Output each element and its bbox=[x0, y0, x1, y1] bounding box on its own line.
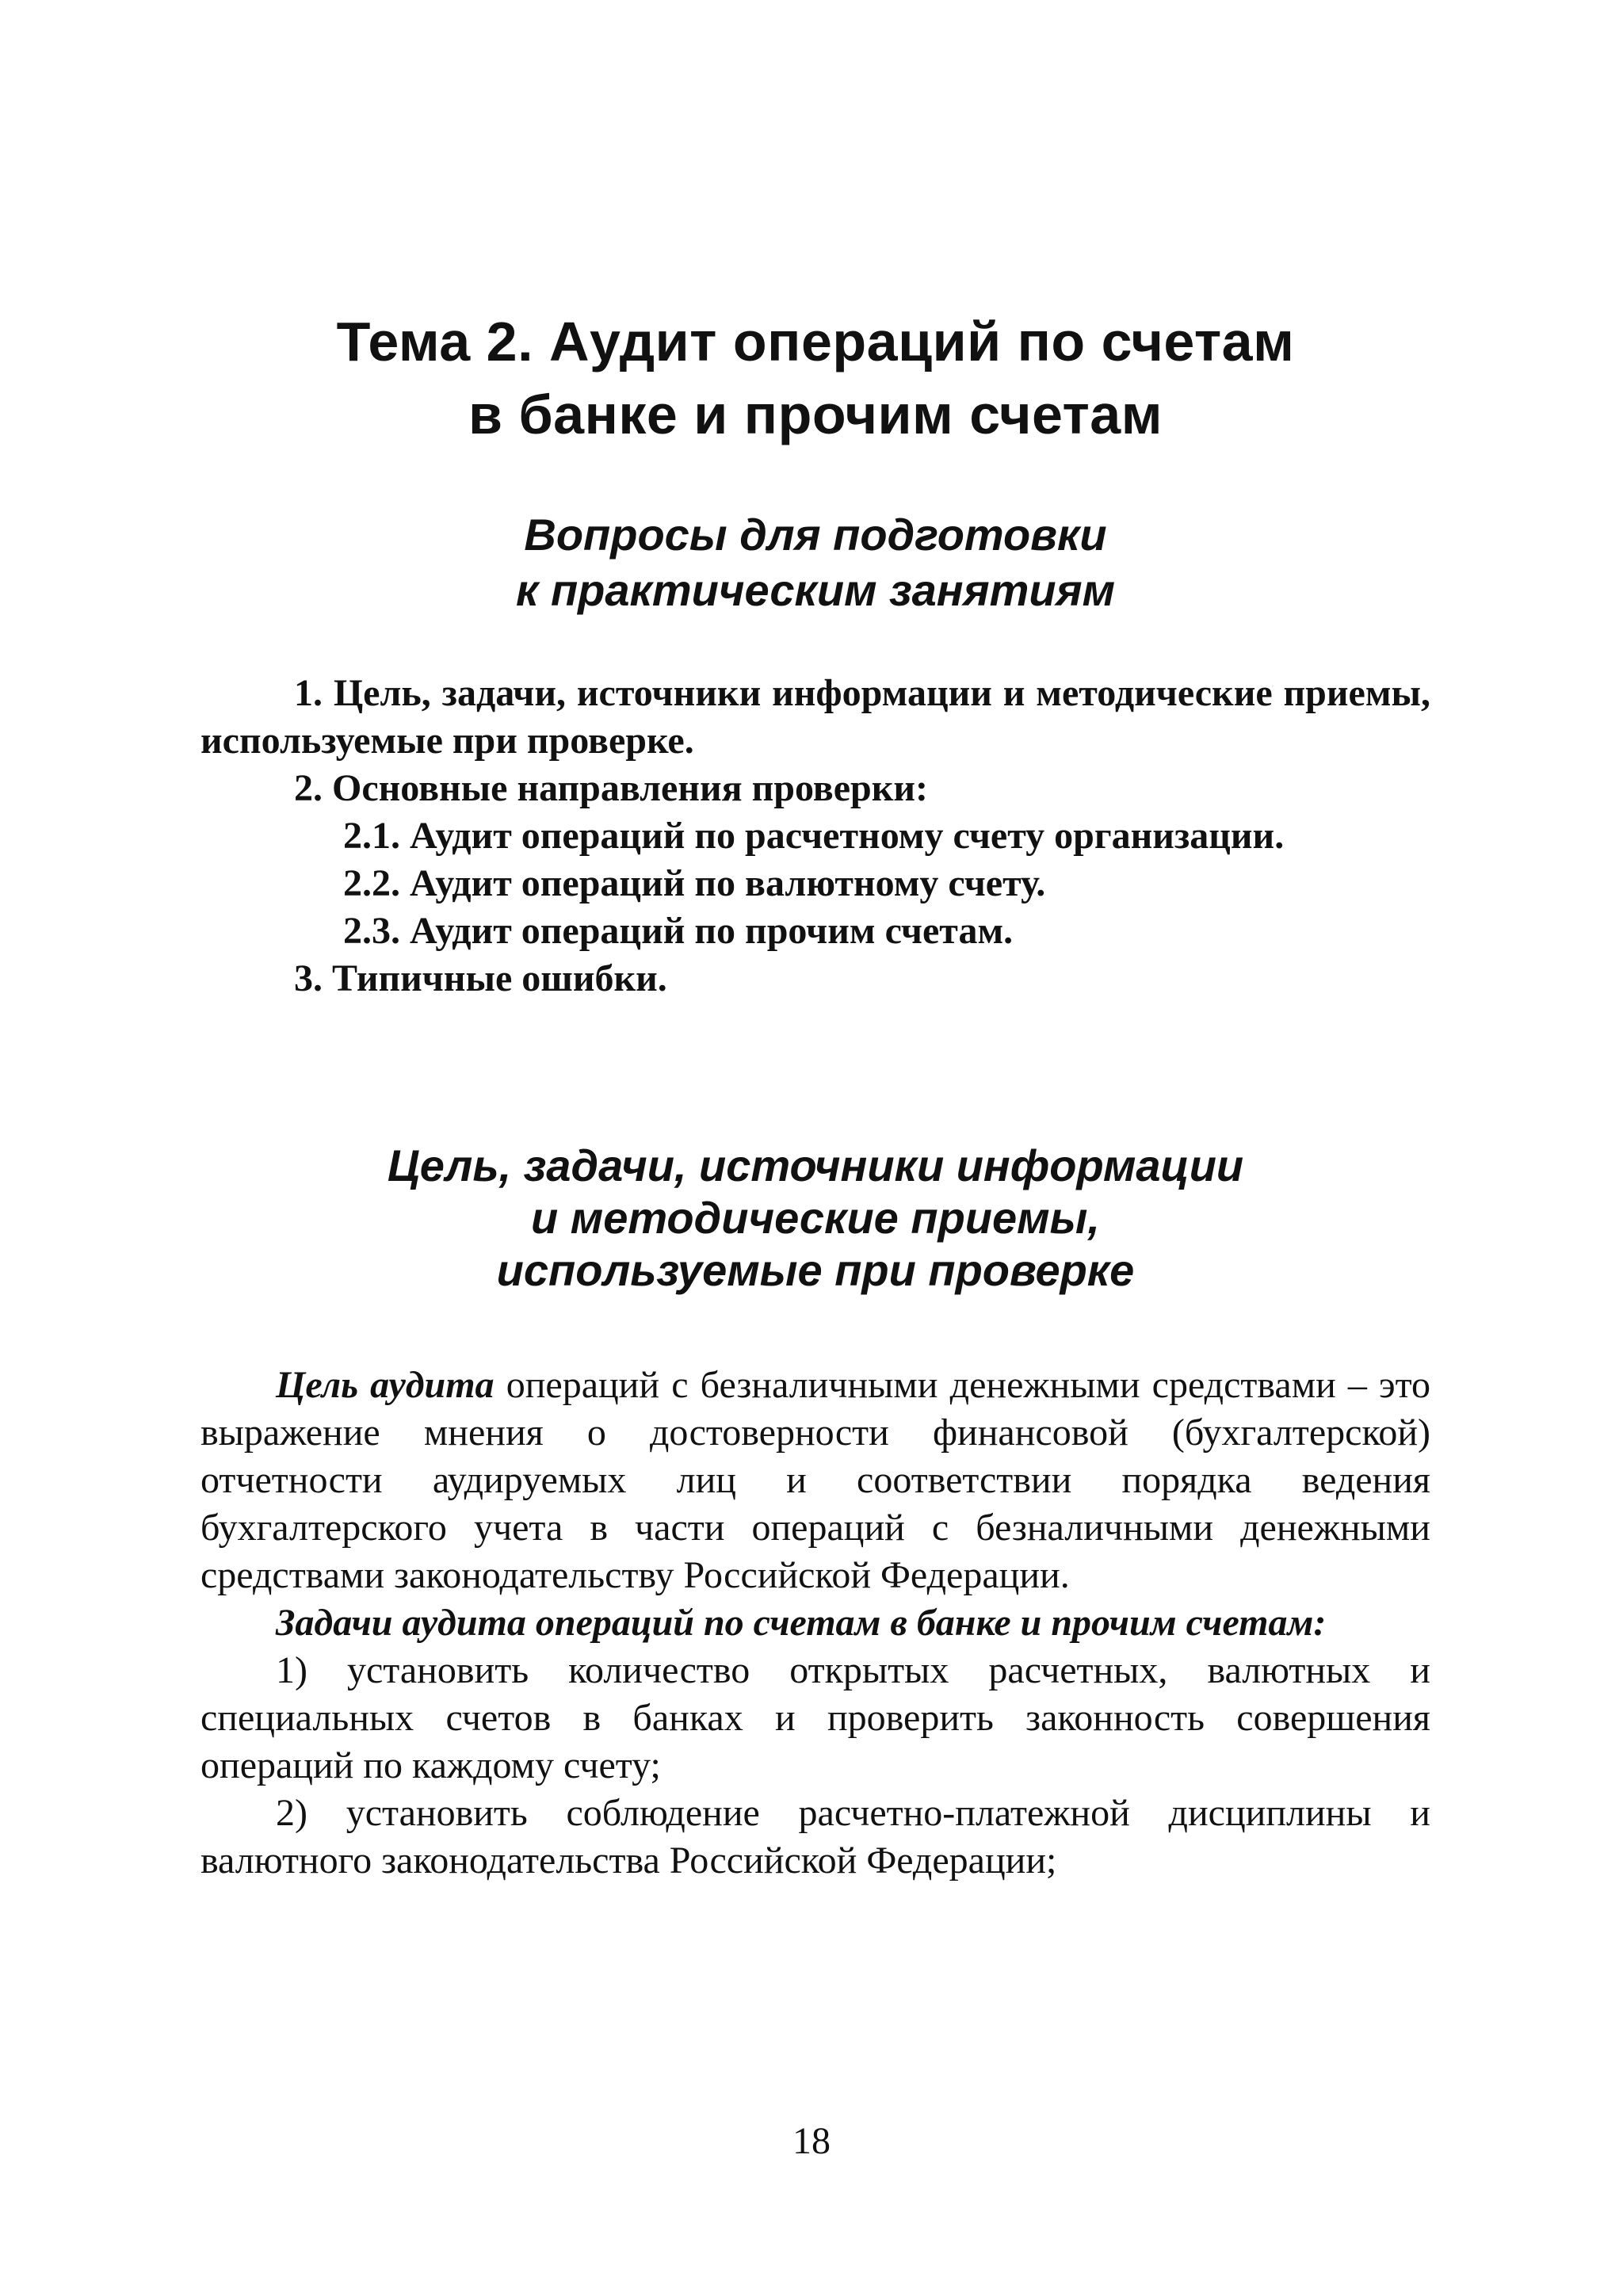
section-heading-line: Цель, задачи, источники информации bbox=[387, 1140, 1244, 1190]
paragraph-audit-tasks-heading: Задачи аудита операций по счетам в банке и прочим счетам: bbox=[276, 1602, 1327, 1644]
audit-goal-text: операций с безналичными денежными средствами – это выражение мнения о достоверности финансовой (бухгалтерской) отчетности аудируемых лиц и соответствии порядка ведения бухгалтерского учета в части операций с безналичными денежными средствами законодательству Российской Федерации. bbox=[200, 1364, 1431, 1596]
paragraph-task-2: 2) установить соблюдение расчетно-платежной дисциплины и валютного законодательства Российской Федерации; bbox=[200, 1792, 1430, 1881]
questions-heading bbox=[200, 507, 1430, 618]
body-text bbox=[200, 1362, 1430, 1885]
section-heading bbox=[200, 1140, 1430, 1297]
question-subitem: 2.3. Аудит операций по прочим счетам. bbox=[343, 910, 1014, 952]
question-item: 2. Основные направления проверки: bbox=[294, 767, 929, 809]
page-title bbox=[200, 305, 1430, 451]
title-line: в банке и прочим счетам bbox=[468, 384, 1163, 445]
question-item: 1. Цель, задачи, источники информации и методические приемы, используемые при проверке. bbox=[200, 672, 1430, 762]
question-subitem: 2.2. Аудит операций по валютному счету. bbox=[343, 862, 1046, 904]
questions-heading-line: Вопросы для подготовки bbox=[524, 510, 1107, 560]
section-heading-line: и методические приемы, bbox=[531, 1193, 1100, 1243]
questions-list bbox=[200, 670, 1430, 1003]
question-subitem: 2.1. Аудит операций по расчетному счету организации. bbox=[343, 815, 1285, 857]
section-heading-line: используемые при проверке bbox=[496, 1245, 1135, 1295]
question-item: 3. Типичные ошибки. bbox=[294, 957, 667, 999]
page-number: 18 bbox=[792, 2120, 831, 2162]
paragraph-task-1: 1) установить количество открытых расчетных, валютных и специальных счетов в банках и проверить законность совершения операций по каждому счету; bbox=[200, 1649, 1430, 1786]
title-line: Тема 2. Аудит операций по счетам bbox=[336, 311, 1295, 372]
audit-goal-term: Цель аудита bbox=[276, 1364, 495, 1406]
paragraph-audit-goal bbox=[200, 1362, 1430, 1599]
questions-heading-line: к практическим занятиям bbox=[516, 565, 1115, 615]
